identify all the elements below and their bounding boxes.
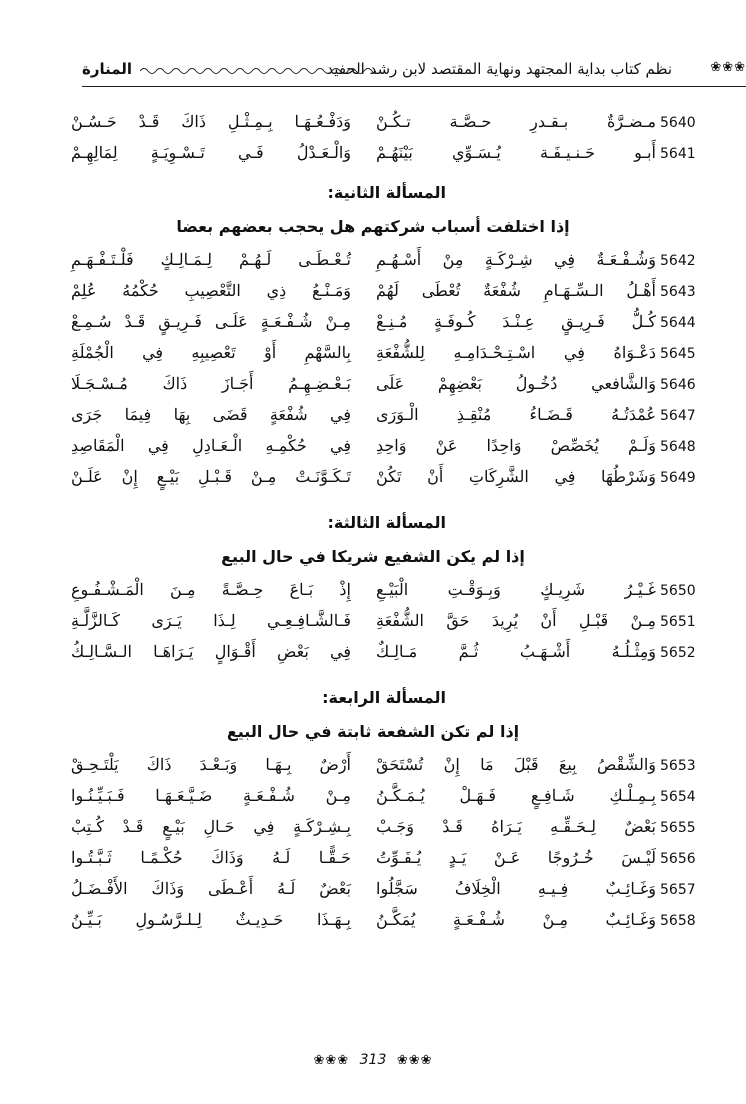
verse-number: 5657 [660,882,696,898]
verse-row [0,753,746,784]
section-title: المسألة الرابعة: [322,688,446,707]
second-hemistich: وَالْـعَـدْلُ فَـي تَـسْـوِيَـةٍ لِمَالِهِـمْ [71,143,351,162]
verse-number: 5647 [660,408,696,424]
first-hemistich: وَغَـائِـبٌ فِـيـهِ الْخِلَافُ سَجَّلُوا [376,879,656,898]
second-hemistich: مِـنْ شُـفْـعَـةٍ عَلَـى فَـرِيـقٍ قَـدْ سُـمِـعْ [71,312,351,331]
running-header [82,56,746,90]
second-hemistich: بَعْضٌ لَـهُ أَعْـطَى وَذَاكَ الأَفْـضَـلُ [71,879,351,898]
second-hemistich: تَـكَـوَّنَـتْ مِـنْ قَـبْـلِ بَيْـعٍ إِنْ عَلَـنْ [71,467,351,486]
verse-row [0,578,746,609]
second-hemistich: فِي شُفْعَةٍ قَضَى بِهَا فِيمَا جَرَى [71,405,351,424]
verse-number: 5656 [660,851,696,867]
section-subtitle: إذا لم تكن الشفعة ثابتة في حال البيع [226,722,520,741]
second-hemistich: أَرْضٌ بِـهَـا وَبَـعْـدَ ذَاكَ يَلْتَـحِـقْ [71,755,351,774]
verse-row [0,846,746,877]
first-hemistich: وَغَـائِـبٌ مِـنْ شُـفْـعَـةٍ يُمَكَّـنُ [376,910,656,929]
wave-divider-icon [140,66,376,76]
verse-number: 5646 [660,377,696,393]
page-number: 313 [359,1052,387,1068]
first-hemistich: أَهْـلُ الـسِّـهَـامِ شُفْعَةٌ تُعْطَى لَهُمْ [376,281,656,300]
section-title: المسألة الثالثة: [327,513,446,532]
second-hemistich: مِـنْ شُـفْـعَـةٍ ضَـيَّـعَـهَـا فَـبَـيِّـنُـوا [71,786,351,805]
second-hemistich: بِالسَّهْمِ أَوْ تَعْصِيبِهِ فِي الْجُمْلَةِ [71,343,351,362]
first-hemistich: وَلَـمْ يُخَصِّصْ وَاحِدًا عَنْ وَاحِدِ [376,436,656,455]
ornament-icon: ❀❀❀ [710,60,746,75]
verse-number: 5652 [660,645,696,661]
verse-row [0,609,746,640]
verse-number: 5644 [660,315,696,331]
verse-number: 5648 [660,439,696,455]
section-subtitle: إذا لم يكن الشفيع شريكا في حال البيع [221,547,525,566]
verse-row [0,877,746,908]
verse-number: 5651 [660,614,696,630]
verse-number: 5654 [660,789,696,805]
ornament-icon: ❀❀❀ [396,1053,433,1068]
first-hemistich: لَيْـسَ خُـرُوجًا عَـنْ يَـدٍ يُـفَـوِّتُ [376,848,656,867]
first-hemistich: كُـلُّ فَـرِيـقٍ عِـنْـدَ كُـوفَـةٍ مُـنِـعْ [376,312,656,331]
first-hemistich: بَعْضٌ لِـحَـقِّـهِ يَـرَاهُ قَـدْ وَجَـبْ [376,817,656,836]
first-hemistich: وَالشَّافعي دُخُـولُ بَعْضِهِمْ عَلَى [376,374,656,393]
verse-row [0,310,746,341]
first-hemistich: وَالشِّقْصُ بِيعَ قَبْلَ مَا إِنْ تُسْتَحَقْ [376,755,656,774]
second-hemistich: بِـشِـرْكَـةٍ فِي حَـالِ بَيْـعٍ قَـدْ كُـتِبْ [71,817,351,836]
verse-row [0,815,746,846]
verse-row [0,110,746,141]
first-hemistich: دَعْـوَاهُ فِي اسْـتِـحْـدَامِـهِ لِلشُّفْعَةِ [376,343,656,362]
verse-row [0,640,746,671]
verse-number: 5655 [660,820,696,836]
first-hemistich: غَـيْـرُ شَرِيـكٍ وَبِـوَقْـتِ الْبَيْـعِ [376,580,656,599]
first-hemistich: وَمِثْـلُـهُ أَشْـهَـبُ ثُـمَّ مَـالِـكٌ [376,642,656,661]
book-title: نظم كتاب بداية المجتهد ونهاية المقتصد لابن رشد الحفيد [326,60,672,78]
header-rule [82,86,746,87]
verse-number: 5650 [660,583,696,599]
verse-row [0,434,746,465]
verse-row [0,248,746,279]
verse-row [0,465,746,496]
second-hemistich: إِذْ بَـاعَ حِـصَّـةً مِـنَ الْمَـشْـفُـوعِ [71,580,351,599]
first-hemistich: عُمْدَتُـهُ قَـضَـاءُ مُنْقِـذِ الْـوَرَى [376,405,656,424]
section-subtitle: إذا اختلفت أسباب شركتهم هل يحجب بعضهم بعضا [176,217,570,236]
verse-number: 5658 [660,913,696,929]
ornament-icon: ❀❀❀ [313,1053,350,1068]
second-hemistich: بَـعْـضِـهِـمُ أَجَـازَ ذَاكَ مُـسْـجَـلَا [71,374,351,393]
verse-row [0,372,746,403]
second-hemistich: تُـعْـطَـى لَـهُـمْ لِـمَـالِـكٍ فَلْـتَـفْـهَـمِ [71,250,351,269]
second-hemistich: فِي بَعْضِ أَقْـوَالٍ يَـرَاهَـا الـسَّـالِـكُ [71,642,351,661]
verse-number: 5653 [660,758,696,774]
page-footer [0,1052,746,1076]
verse-number: 5645 [660,346,696,362]
verse-row [0,141,746,172]
verse-row [0,279,746,310]
verse-number: 5649 [660,470,696,486]
second-hemistich: وَمَـنْـعُ ذِي التَّعْصِيبِ حُكْمُهُ عُلِمْ [71,281,351,300]
section-title: المسألة الثانية: [327,183,446,202]
verse-row [0,908,746,939]
first-hemistich: وَشَرْطُهَا فِي الشَّرِكَاتِ أَنْ تَكُنْ [376,467,656,486]
first-hemistich: مِـنْ قَبْـلِ أَنْ يُرِيدَ حَقَّ الشُّفْعَةِ [376,611,656,630]
verse-number: 5643 [660,284,696,300]
poem-body [0,110,746,939]
verse-number: 5641 [660,146,696,162]
first-hemistich: وَشُـفْـعَـةٌ فِي شِـرْكَـةٍ مِنْ أَسْـهُـمِ [376,250,656,269]
first-hemistich: بِـمِـلْـكِ شَـافِـعٍ فَـهَـلْ يُـمَـكَّـنُ [376,786,656,805]
verse-row [0,341,746,372]
verse-number: 5642 [660,253,696,269]
second-hemistich: فَـالشَّـافِـعِـي لِـذَا يَـرَى كَـالزَّلَّـةِ [71,611,351,630]
first-hemistich: أَبـو حَـنـيـفَـة يُـسَـوِّي بَيْنَهُـمْ [376,143,656,162]
second-hemistich: فِي حُكْمِـهِ الْـعَـادِلِ فِي الْمَقَاصِدِ [71,436,351,455]
verse-row [0,784,746,815]
second-hemistich: حَـقًّـا لَـهُ وَذَاكَ حُكْـمًـا ثَـبَّـتُـوا [71,848,351,867]
verse-row [0,403,746,434]
second-hemistich: وَدَفْـعُـهَـا بِـمِـثْـلِ ذَاكَ قَـدْ حَـسُـنْ [71,112,351,131]
verse-number: 5640 [660,115,696,131]
first-hemistich: مـضـرَّةٌ بـقـدرِ حـصَّـة تـكُـنْ [376,112,656,131]
series-label: المنارة [82,60,133,78]
second-hemistich: بِـهَـذَا حَـدِيـثٌ لِـلـرَّسُـولِ بَـيِّـنُ [71,910,351,929]
